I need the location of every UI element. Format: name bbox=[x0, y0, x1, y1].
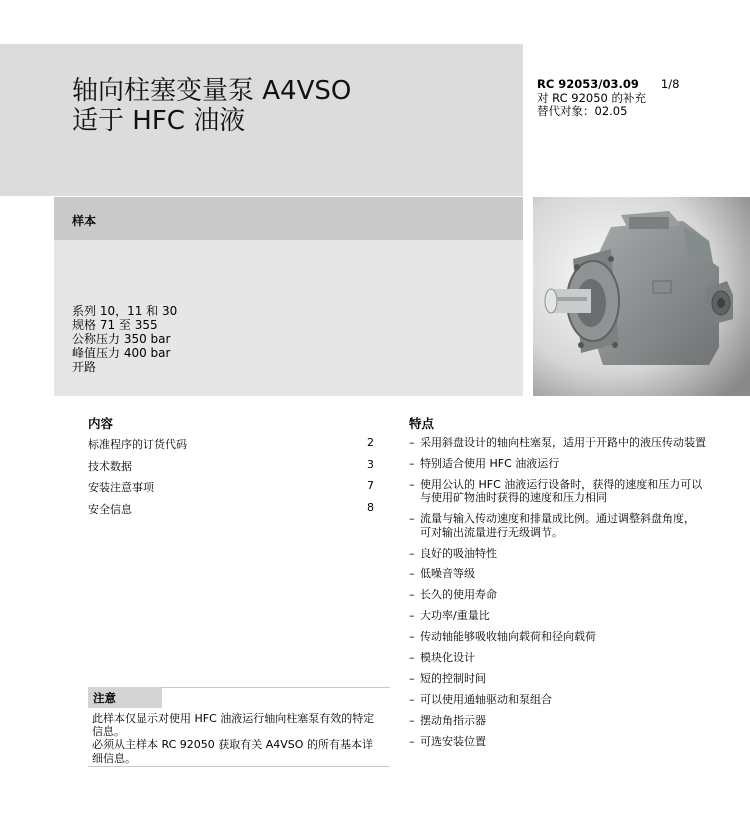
contents-list bbox=[88, 436, 374, 522]
feature-text: 良好的吸油特性 bbox=[420, 546, 497, 560]
features-list bbox=[409, 436, 739, 755]
spec-circuit: 开路 bbox=[72, 360, 97, 374]
contents-item-page: 7 bbox=[367, 479, 374, 492]
title-line-2: 适于 HFC 油液 bbox=[72, 106, 246, 136]
feature-item bbox=[409, 609, 739, 623]
title-line-1: 轴向柱塞变量泵 A4VSO bbox=[72, 76, 352, 106]
bullet-dash: – bbox=[409, 734, 415, 748]
contents-item[interactable] bbox=[88, 479, 374, 501]
spec-series: 系列 10，11 和 30 bbox=[72, 304, 178, 318]
ref-code: RC 92053/03.09 bbox=[537, 77, 639, 91]
feature-item bbox=[409, 672, 739, 686]
feature-text: 传动轴能够吸收轴向载荷和径向载荷 bbox=[420, 630, 596, 644]
bullet-dash: – bbox=[409, 609, 415, 623]
feature-text: 可以使用通轴驱动和泵组合 bbox=[420, 692, 552, 706]
feature-item bbox=[409, 630, 739, 644]
feature-item bbox=[409, 478, 739, 505]
bullet-dash: – bbox=[409, 671, 415, 685]
bullet-dash: – bbox=[409, 630, 415, 644]
feature-item bbox=[409, 567, 739, 581]
note-title: 注意 bbox=[93, 691, 116, 705]
bullet-dash: – bbox=[409, 713, 415, 727]
note-divider-bottom bbox=[88, 766, 390, 767]
contents-item[interactable] bbox=[88, 501, 374, 523]
note-divider-top bbox=[162, 687, 390, 688]
contents-item-page: 2 bbox=[367, 436, 374, 449]
feature-item bbox=[409, 436, 739, 450]
feature-item bbox=[409, 457, 739, 471]
feature-text: 采用斜盘设计的轴向柱塞泵，适用于开路中的液压传动装置 bbox=[420, 436, 706, 449]
note-body bbox=[92, 712, 388, 765]
bullet-dash: – bbox=[409, 436, 415, 449]
spec-nominal-pressure: 公称压力 350 bar bbox=[72, 332, 171, 346]
feature-text: 低噪音等级 bbox=[420, 567, 475, 581]
bullet-dash: – bbox=[409, 651, 415, 665]
bullet-dash: – bbox=[409, 546, 415, 560]
contents-item[interactable] bbox=[88, 458, 374, 480]
spec-list bbox=[72, 304, 177, 374]
feature-item bbox=[409, 512, 739, 539]
note-line: 信息。 bbox=[92, 725, 125, 739]
note-line: 必须从主样本 RC 92050 获取有关 A4VSO 的所有基本详 bbox=[92, 738, 373, 752]
note-header bbox=[88, 687, 162, 708]
sample-band bbox=[54, 197, 523, 240]
feature-text: 模块化设计 bbox=[420, 651, 475, 665]
feature-item bbox=[409, 588, 739, 602]
bullet-dash: – bbox=[409, 512, 415, 526]
bullet-dash: – bbox=[409, 456, 415, 470]
feature-item bbox=[409, 714, 739, 728]
contents-item-label: 标准程序的订货代码 bbox=[88, 438, 187, 451]
feature-text-cont: 与使用矿物油时获得的速度和压力相同 bbox=[420, 491, 607, 505]
contents-item-label: 安装注意事项 bbox=[88, 481, 154, 494]
bullet-dash: – bbox=[409, 567, 415, 581]
feature-text: 长久的使用寿命 bbox=[420, 588, 497, 602]
contents-item-page: 8 bbox=[367, 500, 374, 514]
feature-text: 使用公认的 HFC 油液运行设备时，获得的速度和压力可以 bbox=[420, 477, 703, 491]
feature-item bbox=[409, 693, 739, 707]
reference-block bbox=[537, 78, 679, 119]
bullet-dash: – bbox=[409, 477, 415, 491]
features-title: 特点 bbox=[409, 416, 435, 431]
pump-photo bbox=[533, 197, 750, 396]
feature-text: 摆动角指示器 bbox=[420, 713, 486, 727]
feature-text-cont: 可对输出流量进行无级调节。 bbox=[420, 525, 563, 539]
feature-text: 流量与输入传动速度和排量成比例。通过调整斜盘角度， bbox=[420, 512, 695, 526]
contents-item[interactable] bbox=[88, 436, 374, 458]
bullet-dash: – bbox=[409, 692, 415, 706]
document-title bbox=[72, 76, 351, 136]
contents-item-label: 安全信息 bbox=[88, 502, 132, 516]
feature-item bbox=[409, 547, 739, 561]
note-line: 细信息。 bbox=[92, 751, 136, 765]
contents-title: 内容 bbox=[88, 416, 114, 431]
feature-text: 短的控制时间 bbox=[420, 671, 486, 685]
note-line: 此样本仅显示对使用 HFC 油液运行轴向柱塞泵有效的特定 bbox=[92, 712, 375, 725]
feature-text: 特别适合使用 HFC 油液运行 bbox=[420, 456, 560, 470]
spec-size: 规格 71 至 355 bbox=[72, 318, 158, 332]
bullet-dash: – bbox=[409, 588, 415, 602]
replaces-note: 替代对象：02.05 bbox=[537, 104, 628, 118]
page-number: 1/8 bbox=[660, 77, 680, 91]
sample-label: 样本 bbox=[72, 214, 97, 228]
feature-item bbox=[409, 651, 739, 665]
contents-item-page: 3 bbox=[367, 457, 374, 471]
feature-text: 可选安装位置 bbox=[420, 734, 486, 748]
feature-text: 大功率/重量比 bbox=[420, 609, 490, 623]
spec-peak-pressure: 峰值压力 400 bar bbox=[72, 346, 171, 360]
contents-item-label: 技术数据 bbox=[88, 459, 132, 473]
supplement-note: 对 RC 92050 的补充 bbox=[537, 90, 646, 105]
feature-item bbox=[409, 735, 739, 749]
